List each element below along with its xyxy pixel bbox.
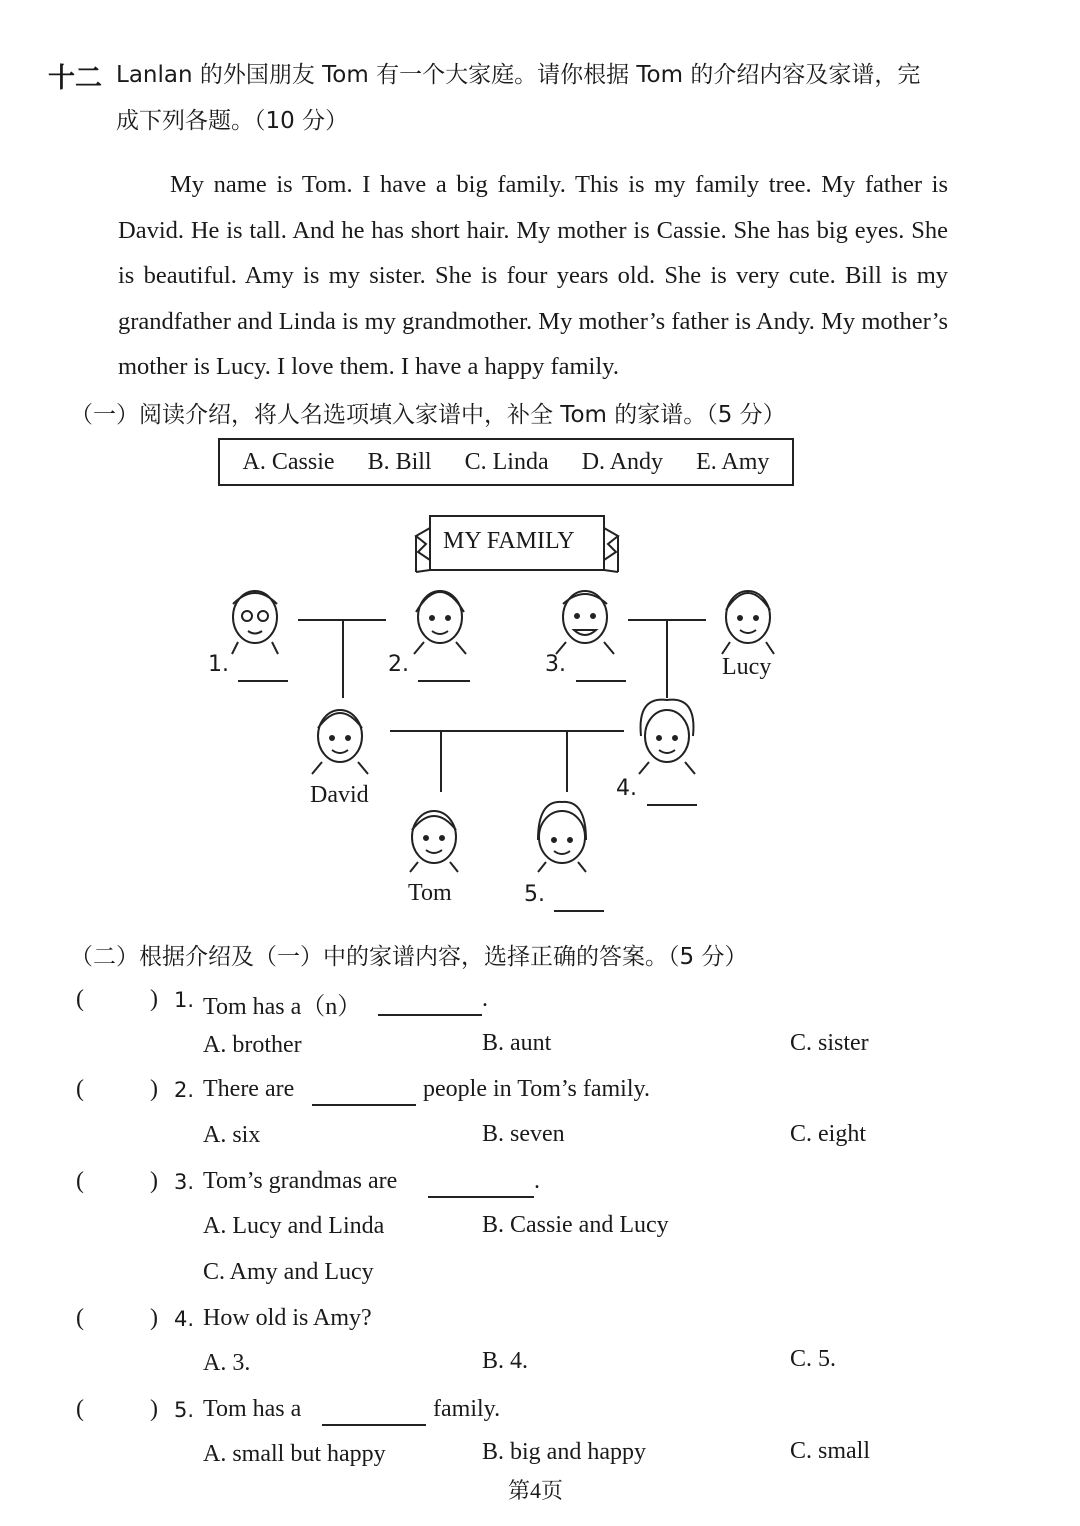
grandfather-portrait-1	[232, 591, 278, 654]
option-b: B. Bill	[367, 448, 432, 475]
q5-answer-paren-open: (	[76, 1396, 84, 1422]
label-david: David	[310, 782, 369, 808]
q2-answer-paren-close: )	[150, 1076, 158, 1102]
q3-text: Tom’s grandmas are	[203, 1168, 398, 1194]
q1-answer-paren-open: (	[76, 986, 84, 1012]
q3-option-a[interactable]: A. Lucy and Linda	[203, 1213, 385, 1239]
blank-5-number: 5.	[524, 882, 545, 907]
q5-option-a[interactable]: A. small but happy	[203, 1441, 386, 1467]
banner-title: MY FAMILY	[443, 528, 575, 554]
q5-option-b[interactable]: B. big and happy	[482, 1439, 646, 1465]
q2-option-a[interactable]: A. six	[203, 1122, 261, 1148]
label-lucy: Lucy	[722, 654, 772, 680]
label-tom: Tom	[408, 880, 452, 906]
grandfather-portrait-3	[556, 591, 614, 654]
q4-answer-paren-close: )	[150, 1305, 158, 1331]
q1-number: 1.	[174, 988, 195, 1012]
option-a: A. Cassie	[242, 448, 335, 475]
section-number: 十二	[48, 63, 102, 94]
q4-option-b[interactable]: B. 4.	[482, 1348, 529, 1374]
q2-text: There are	[203, 1076, 295, 1102]
mother-portrait-4	[639, 700, 695, 774]
q5-blank[interactable]	[322, 1424, 426, 1426]
q1-option-b[interactable]: B. aunt	[482, 1030, 552, 1056]
blank-2-number: 2.	[388, 652, 409, 677]
q1-blank[interactable]	[378, 1014, 482, 1016]
q3-text-end: .	[534, 1168, 540, 1194]
q2-answer-paren-open: (	[76, 1076, 84, 1102]
sister-portrait-5	[538, 802, 586, 872]
blank-1-line[interactable]	[238, 680, 288, 682]
blank-2-line[interactable]	[418, 680, 470, 682]
q4-number: 4.	[174, 1307, 195, 1331]
q2-number: 2.	[174, 1078, 195, 1102]
q3-blank[interactable]	[428, 1196, 534, 1198]
q3-option-b[interactable]: B. Cassie and Lucy	[482, 1212, 669, 1238]
q5-option-c[interactable]: C. small	[790, 1438, 871, 1464]
q1-answer-paren-close: )	[150, 986, 158, 1012]
blank-4-number: 4.	[616, 776, 637, 801]
instruction-line-2: 成下列各题。（10 分）	[116, 108, 349, 134]
instruction-line-1: Lanlan 的外国朋友 Tom 有一个大家庭。请你根据 Tom 的介绍内容及家谱，完	[116, 62, 921, 88]
q3-option-c[interactable]: C. Amy and Lucy	[203, 1259, 374, 1285]
q1-option-c[interactable]: C. sister	[790, 1030, 869, 1056]
q1-text: Tom has a（n）	[203, 994, 362, 1020]
q1-option-a[interactable]: A. brother	[203, 1032, 302, 1058]
blank-1-number: 1.	[208, 652, 229, 677]
q2-option-c[interactable]: C. eight	[790, 1121, 866, 1147]
q5-answer-paren-close: )	[150, 1396, 158, 1422]
q3-answer-paren-close: )	[150, 1168, 158, 1194]
family-tree-diagram	[0, 500, 1080, 920]
father-portrait-david	[312, 710, 368, 774]
q4-answer-paren-open: (	[76, 1305, 84, 1331]
q4-option-c[interactable]: C. 5.	[790, 1346, 837, 1372]
part2-heading: （二）根据介绍及（一）中的家谱内容，选择正确的答案。（5 分）	[70, 944, 748, 970]
q5-text-end: family.	[433, 1396, 501, 1422]
q4-text: How old is Amy?	[203, 1305, 372, 1331]
part1-heading: （一）阅读介绍，将人名选项填入家谱中，补全 Tom 的家谱。（5 分）	[70, 402, 786, 428]
q4-option-a[interactable]: A. 3.	[203, 1350, 251, 1376]
grandmother-portrait-lucy	[722, 591, 774, 654]
page-number: 第4页	[508, 1478, 564, 1503]
q1-text-end: .	[482, 986, 488, 1012]
blank-3-line[interactable]	[576, 680, 626, 682]
tom-portrait	[410, 811, 458, 872]
option-c: C. Linda	[464, 448, 549, 475]
blank-3-number: 3.	[545, 652, 566, 677]
option-e: E. Amy	[696, 448, 770, 475]
q2-blank[interactable]	[312, 1104, 416, 1106]
q2-option-b[interactable]: B. seven	[482, 1121, 565, 1147]
q2-text-end: people in Tom’s family.	[423, 1076, 650, 1102]
q5-text: Tom has a	[203, 1396, 302, 1422]
reading-passage: My name is Tom. I have a big family. This is my family tree. My father is David. He is tall. And he has short hair. My mother is Cassie. She has big eyes. She is beautiful. Amy is my sister. She is four years old. She is very cute. Bill is my grandfather and Linda is my grandmother. My mother’s father is Andy. My mother’s mother is Lucy. I love them. I have a happy family.	[118, 171, 948, 380]
blank-4-line[interactable]	[647, 804, 697, 806]
option-d: D. Andy	[581, 448, 664, 475]
name-options-box	[218, 438, 794, 486]
q5-number: 5.	[174, 1398, 195, 1422]
q3-number: 3.	[174, 1170, 195, 1194]
grandmother-portrait-2	[414, 591, 466, 654]
q3-answer-paren-open: (	[76, 1168, 84, 1194]
blank-5-line[interactable]	[554, 910, 604, 912]
